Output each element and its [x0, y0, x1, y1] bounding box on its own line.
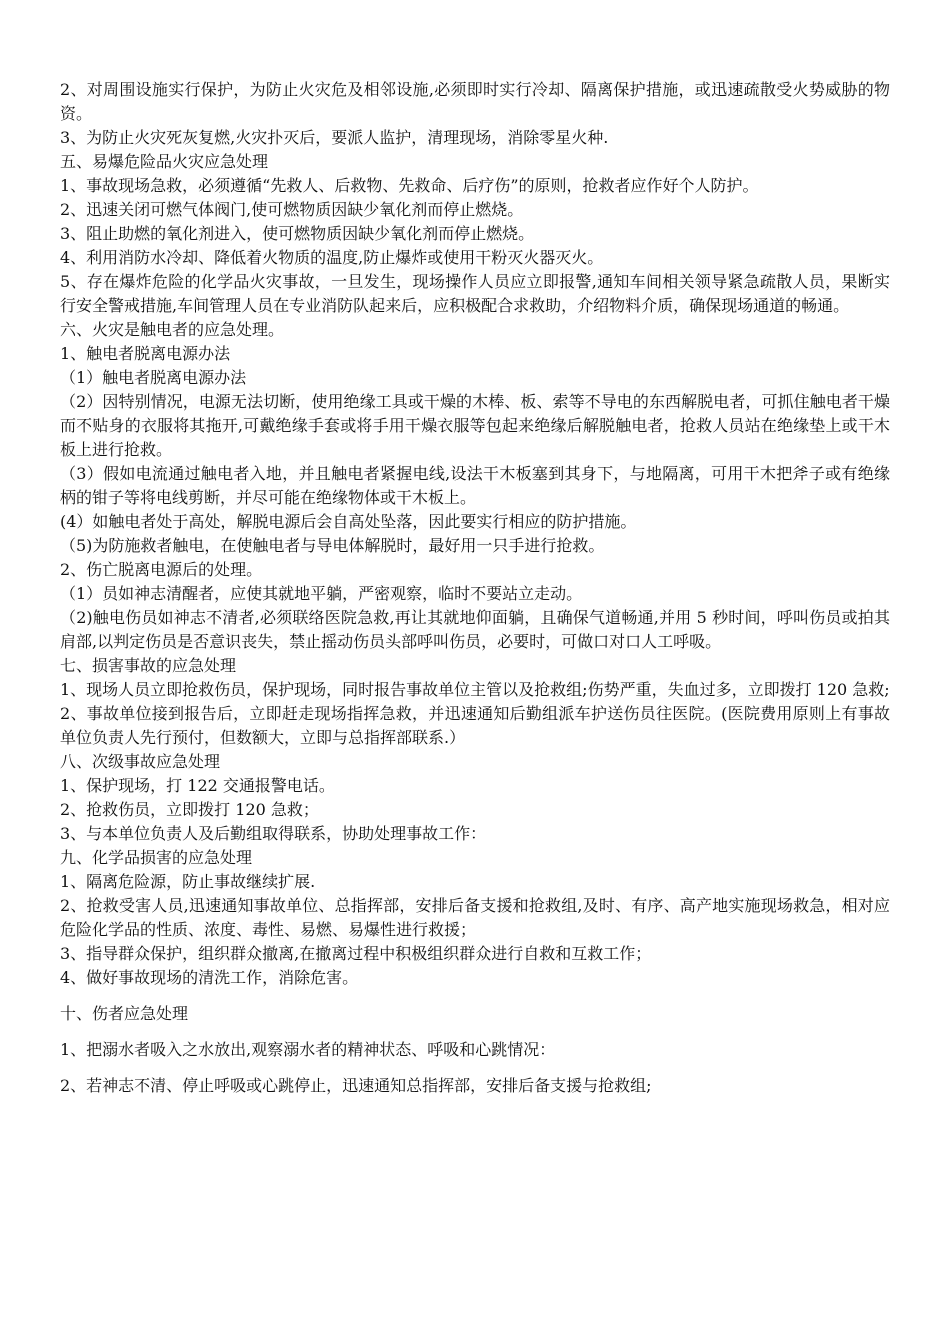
paragraph: （1）触电者脱离电源办法 [60, 368, 247, 387]
paragraph: （2)触电伤员如神志不清者,必须联络医院急救,再让其就地仰面躺，且确保气道畅通,并用 5 秒时间，呼叫伤员或拍其肩部,以判定伤员是否意识丧失，禁止摇动伤员头部呼叫伤员，必要时，可做口对口人工呼吸。 [60, 608, 890, 651]
section-heading: 六、火灾是触电者的应急处理。 [60, 320, 285, 339]
paragraph: 1、隔离危险源，防止事故继续扩展. [60, 872, 316, 891]
paragraph: 3、与本单位负责人及后勤组取得联系，协助处理事故工作： [60, 824, 487, 843]
section-heading: 五、易爆危险品火灾应急处理 [60, 152, 269, 171]
paragraph: （3）假如电流通过触电者入地，并且触电者紧握电线,设法干木板塞到其身下，与地隔离，可用干木把斧子或有绝缘柄的钳子等将电线剪断，并尽可能在绝缘物体或干木板上。 [60, 464, 890, 507]
paragraph: 3、指导群众保护，组织群众撤离,在撤离过程中积极组织群众进行自救和互救工作； [60, 944, 652, 963]
paragraph: 1、现场人员立即抢救伤员，保护现场，同时报告事故单位主管以及抢救组;伤势严重，失血过多，立即拨打 120 急救; [60, 680, 890, 699]
section-heading: 十、伤者应急处理 [60, 1004, 189, 1023]
section-heading: 七、损害事故的应急处理 [60, 656, 237, 675]
paragraph: 2、迅速关闭可燃气体阀门,使可燃物质因缺少氧化剂而停止燃烧。 [60, 200, 524, 219]
paragraph: 2、若神志不清、停止呼吸或心跳停止，迅速通知总指挥部，安排后备支援与抢救组; [60, 1076, 652, 1095]
paragraph: （2）因特别情况，电源无法切断，使用绝缘工具或干燥的木棒、板、索等不导电的东西解脱电者，可抓住触电者干燥而不贴身的衣服将其拖开,可戴绝缘手套或将手用干燥衣服等包起来绝缘后解脱触电者，抢救人员站在绝缘垫上或干木板上进行抢救。 [60, 392, 890, 459]
subsection-heading: 2、伤亡脱离电源后的处理。 [60, 560, 263, 579]
paragraph: 4、利用消防水冷却、降低着火物质的温度,防止爆炸或使用干粉灭火器灭火。 [60, 248, 604, 267]
paragraph: (4）如触电者处于高处，解脱电源后会自高处坠落，因此要实行相应的防护措施。 [60, 512, 637, 531]
paragraph: 1、事故现场急救，必须遵循“先救人、后救物、先救命、后疗伤”的原则，抢救者应作好个人防护。 [60, 176, 759, 195]
paragraph: 3、为防止火灾死灰复燃,火灾扑灭后，要派人监护，清理现场，消除零星火种. [60, 128, 609, 147]
paragraph: （1）员如神志清醒者，应使其就地平躺，严密观察，临时不要站立走动。 [60, 584, 583, 603]
paragraph: 4、做好事故现场的清洗工作，消除危害。 [60, 968, 359, 987]
paragraph: 2、抢救受害人员,迅速通知事故单位、总指挥部，安排后备支援和抢救组,及时、有序、高产地实施现场救急，相对应危险化学品的性质、浓度、毒性、易燃、易爆性进行救援； [60, 896, 890, 939]
subsection-heading: 1、触电者脱离电源办法 [60, 344, 231, 363]
section-heading: 八、次级事故应急处理 [60, 752, 221, 771]
paragraph: 2、对周围设施实行保护，为防止火灾危及相邻设施,必须即时实行冷却、隔离保护措施，或迅速疏散受火势威胁的物资。 [60, 80, 890, 123]
paragraph: 2、抢救伤员，立即拨打 120 急救； [60, 800, 319, 819]
section-heading: 九、化学品损害的应急处理 [60, 848, 253, 867]
paragraph: 1、把溺水者吸入之水放出,观察溺水者的精神状态、呼吸和心跳情况： [60, 1040, 556, 1059]
paragraph: （5)为防施救者触电，在使触电者与导电体解脱时，最好用一只手进行抢救。 [60, 536, 605, 555]
paragraph: 5、存在爆炸危险的化学品火灾事故，一旦发生，现场操作人员应立即报警,通知车间相关领导紧急疏散人员，果断实行安全警戒措施,车间管理人员在专业消防队起来后，应积极配合求救助，介绍物料介质，确保现场通道的畅通。 [60, 272, 890, 315]
paragraph: 2、事故单位接到报告后，立即赶走现场指挥急救，并迅速通知后勤组派车护送伤员往医院。(医院费用原则上有事故单位负责人先行预付，但数额大，立即与总指挥部联系.） [60, 704, 890, 747]
paragraph: 3、阻止助燃的氧化剂进入，使可燃物质因缺少氧化剂而停止燃烧。 [60, 224, 535, 243]
paragraph: 1、保护现场，打 122 交通报警电话。 [60, 776, 335, 795]
